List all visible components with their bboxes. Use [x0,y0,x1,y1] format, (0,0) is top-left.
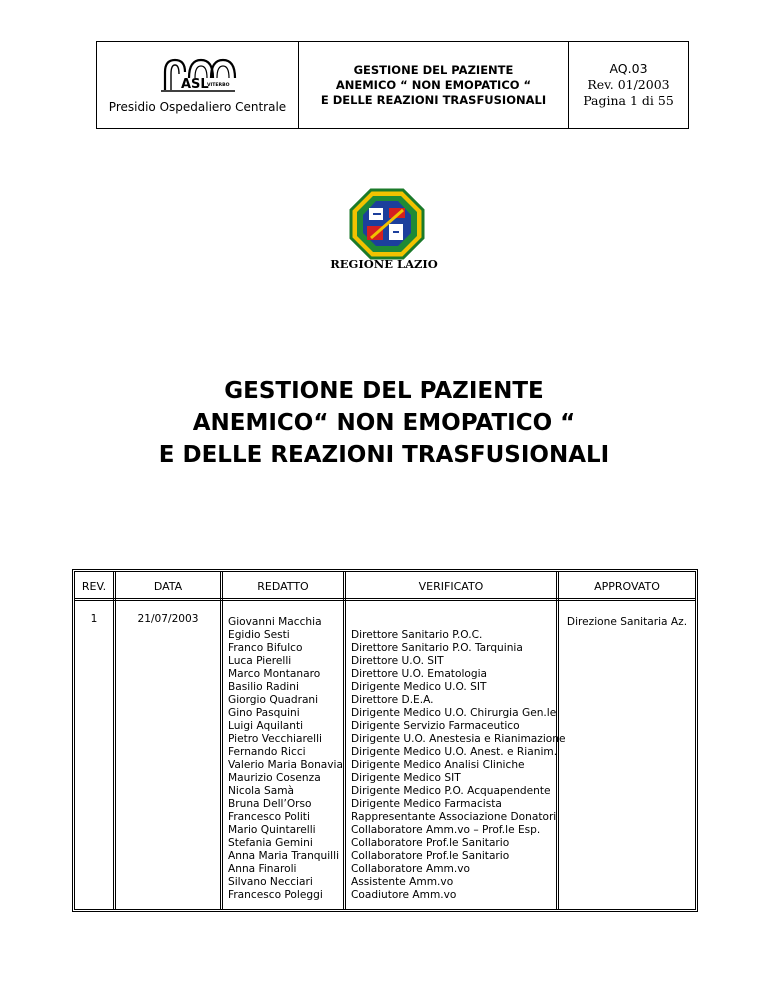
list-item: Mario Quintarelli [228,824,316,836]
list-item: Valerio Maria Bonavia [228,759,343,771]
title-line: GESTIONE DEL PAZIENTE [224,378,544,404]
list-item: Gino Pasquini [228,707,300,719]
list-item: Direttore U.O. SIT [351,655,444,667]
list-item: Dirigente Medico Farmacista [351,798,502,810]
list-item: Collaboratore Amm.vo [351,863,470,875]
asl-logo-icon [155,54,237,96]
header-approvato: APPROVATO [594,580,660,593]
list-item: Anna Finaroli [228,863,297,875]
revision-table [72,569,698,912]
header-title-line: GESTIONE DEL PAZIENTE [353,62,514,77]
document-code: AQ.03 [609,61,648,76]
title-line: E DELLE REAZIONI TRASFUSIONALI [158,442,610,468]
list-item: Collaboratore Amm.vo – Prof.le Esp. [351,824,541,836]
list-item: Egidio Sesti [228,629,290,641]
list-item: Dirigente Servizio Farmaceutico [351,720,520,732]
list-item: Giorgio Quadrani [228,694,319,706]
header-verificato: VERIFICATO [418,580,484,593]
list-item: Silvano Necciari [228,876,313,888]
list-item: Coadiutore Amm.vo [351,889,457,901]
list-item: Collaboratore Prof.le Sanitario [351,837,510,849]
list-item: Direttore Sanitario P.O.C. [351,629,483,641]
list-item: Dirigente U.O. Anestesia e Rianimazione [351,733,566,745]
document-title [0,375,768,471]
header-logo-cell [97,42,299,128]
regione-lazio-emblem-icon [349,188,425,260]
list-item: Bruna Dell’Orso [228,798,312,810]
list-item: Marco Montanaro [228,668,321,680]
list-item: Anna Maria Tranquilli [228,850,340,862]
page-number: Pagina 1 di 55 [583,93,674,108]
list-item: Rappresentante Associazione Donatori [351,811,557,823]
region-name: REGIONE LAZIO [330,257,438,271]
header-title-line: ANEMICO “ NON EMOPATICO “ [335,77,532,92]
list-item: Giovanni Macchia [228,616,322,628]
list-item: Dirigente Medico Analisi Cliniche [351,759,525,771]
cell-approvato: Direzione Sanitaria Az. [566,616,688,628]
list-item: Maurizio Cosenza [228,772,321,784]
svg-text:ASL: ASL [181,77,209,92]
list-item: Dirigente Medico SIT [351,772,461,784]
list-item: Francesco Poleggi [228,889,323,901]
list-item: Direttore Sanitario P.O. Tarquinia [351,642,523,654]
list-item: Assistente Amm.vo [351,876,454,888]
document-revision: Rev. 01/2003 [587,77,670,92]
document-header [96,41,689,129]
header-redatto: REDATTO [257,580,309,593]
list-item: Dirigente Medico U.O. SIT [351,681,487,693]
list-item: Dirigente Medico U.O. Anest. e Rianim. [351,746,558,758]
list-item: Dirigente Medico P.O. Acquapendente [351,785,551,797]
header-data: DATA [153,580,183,593]
header-rev: REV. [81,580,107,593]
list-item: Collaboratore Prof.le Sanitario [351,850,510,862]
list-item: Pietro Vecchiarelli [228,733,322,745]
organization-name: Presidio Ospedaliero Centrale [108,100,287,114]
svg-text:VITERBO: VITERBO [207,83,230,88]
list-item: Nicola Samà [228,785,295,797]
cell-redatto [228,616,343,902]
list-item: Fernando Ricci [228,746,306,758]
list-item: Dirigente Medico U.O. Chirurgia Gen.le [351,707,557,719]
cell-rev: 1 [90,613,98,625]
cell-verificato [351,629,566,902]
header-meta-cell [569,42,688,128]
list-item: Luigi Aquilanti [228,720,304,732]
list-item: Direttore D.E.A. [351,694,434,706]
list-item: Luca Pierelli [228,655,292,667]
list-item: Direttore U.O. Ematologia [351,668,488,680]
header-title-cell [299,42,569,128]
list-item: Basilio Radini [228,681,299,693]
list-item: Franco Bifulco [228,642,303,654]
list-item: Stefania Gemini [228,837,313,849]
cell-data: 21/07/2003 [137,613,199,625]
list-item: Francesco Politi [228,811,310,823]
header-title-line: E DELLE REAZIONI TRASFUSIONALI [320,92,547,107]
title-line: ANEMICO“ NON EMOPATICO “ [192,410,576,436]
